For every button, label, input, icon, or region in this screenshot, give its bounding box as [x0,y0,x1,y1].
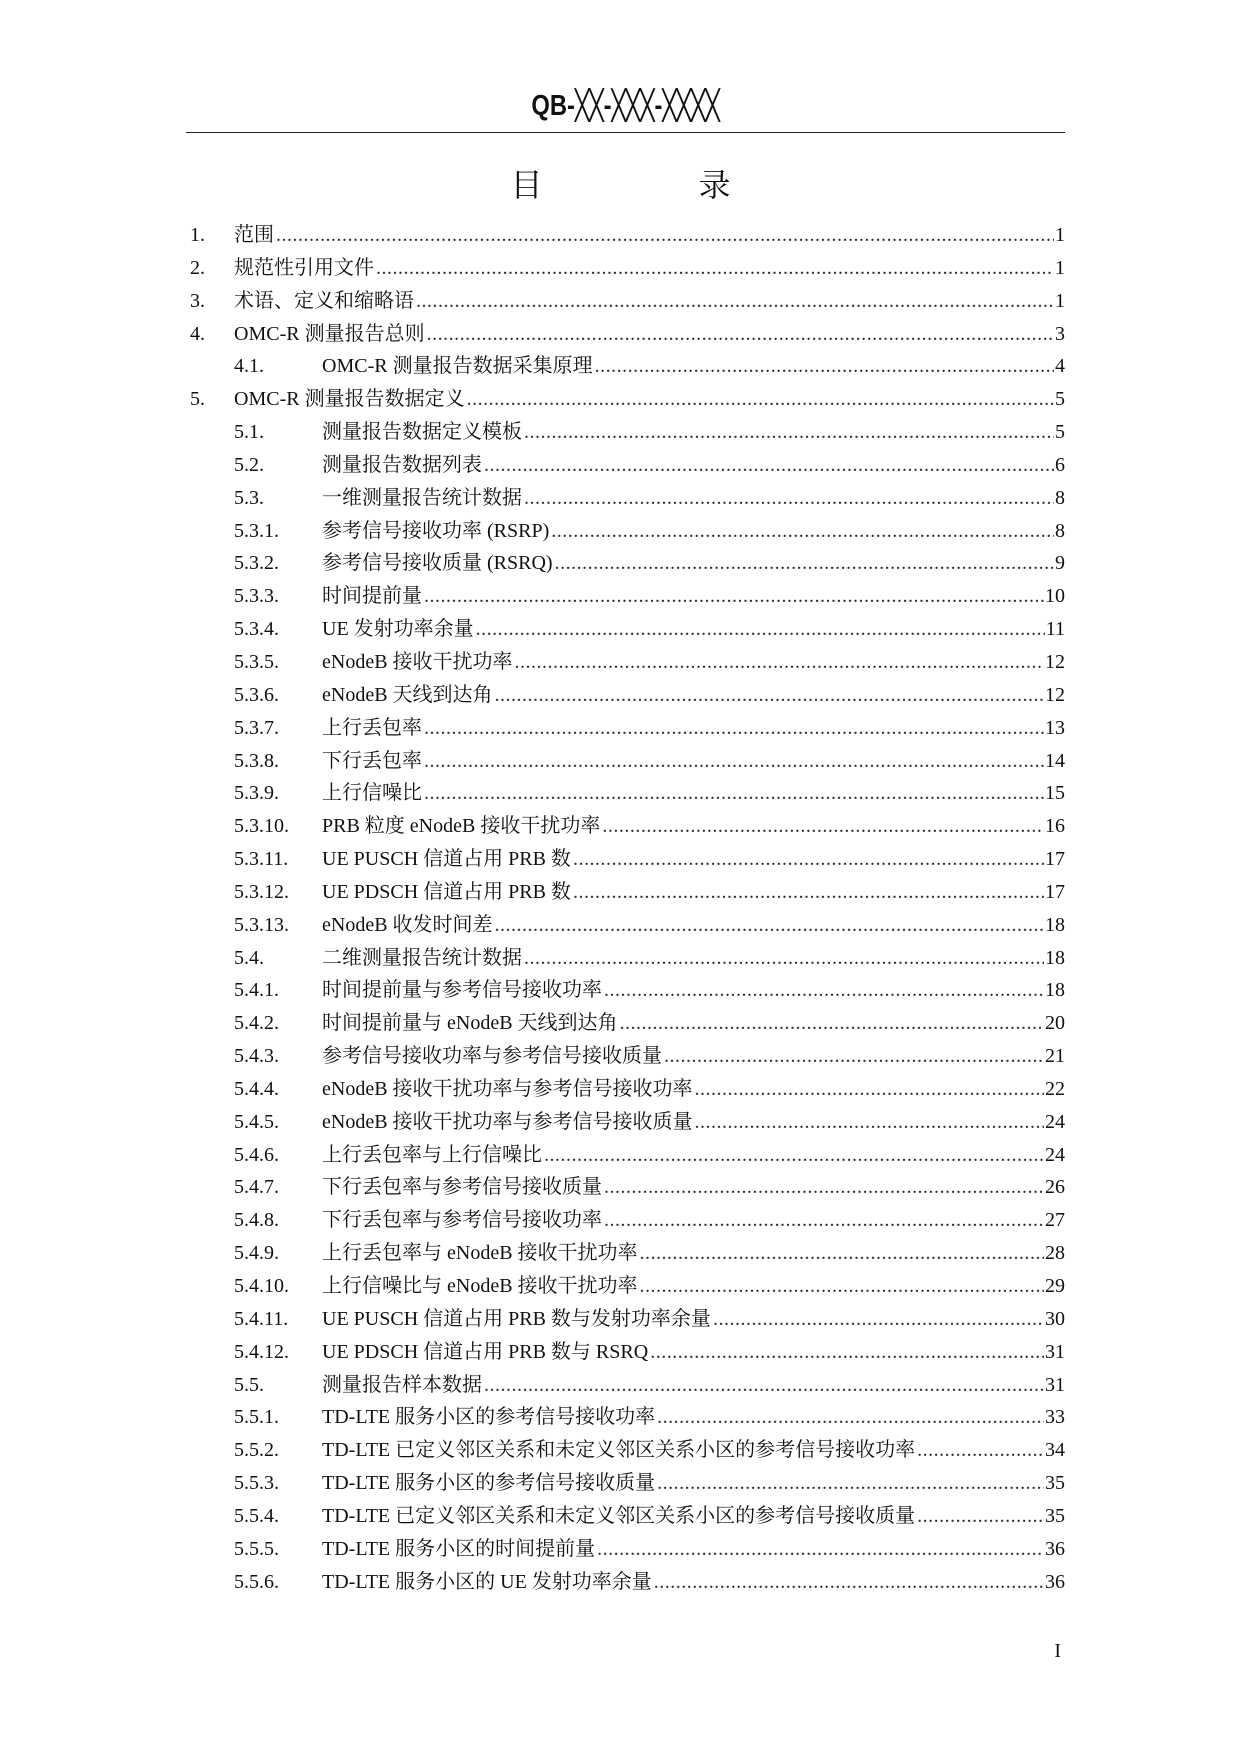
toc-entry-page: 24 [1045,1143,1065,1166]
toc-entry-page: 14 [1045,749,1065,772]
toc-entry-title: TD-LTE 服务小区的时间提前量 [322,1537,596,1560]
document-code: QB-╳╳-╳╳╳-╳╳╳╳ [531,90,720,122]
toc-entry-page: 27 [1045,1209,1065,1232]
toc-entry-title: 范围 [234,224,274,246]
toc-entry-page: 15 [1045,782,1065,805]
toc-entry-title: UE PUSCH 信道占用 PRB 数与发射功率余量 [322,1307,711,1330]
toc-entry-page: 8 [1055,486,1065,509]
toc-entry-title: eNodeB 接收干扰功率与参考信号接收功率 [322,1077,693,1100]
toc-entry[interactable] [186,1073,1065,1106]
toc-entry-title: eNodeB 天线到达角 [322,683,493,706]
toc-dot-leader [604,1204,1044,1237]
toc-entry-number: 5.2. [234,453,264,476]
toc-entry-title: TD-LTE 已定义邻区关系和未定义邻区关系小区的参考信号接收质量 [322,1504,916,1527]
toc-entry-number: 5.5.2. [234,1439,279,1462]
toc-entry[interactable] [186,679,1065,712]
toc-entry-number: 5.3.5. [234,650,279,673]
toc-entry-title: TD-LTE 服务小区的参考信号接收质量 [322,1472,656,1495]
toc-dot-leader [604,1171,1044,1204]
toc-entry-title: OMC-R 测量报告数据采集原理 [322,355,593,378]
toc-entry-number: 5.3.9. [234,782,279,805]
toc-dot-leader [424,712,1044,745]
toc-dot-leader [640,1237,1044,1270]
toc-entry-page: 13 [1045,716,1065,739]
toc-entry[interactable] [186,350,1065,383]
toc-entry-number: 5.4. [234,946,264,969]
toc-entry[interactable] [186,252,1065,285]
toc-entry-page: 10 [1045,585,1065,608]
toc-entry-title: eNodeB 收发时间差 [322,913,493,936]
toc-dot-leader [515,646,1044,679]
toc-dot-leader [713,1303,1044,1336]
toc-entry-title: 测量报告样本数据 [322,1373,482,1396]
toc-entry-title: UE PDSCH 信道占用 PRB 数 [322,880,571,903]
toc-entry-title: UE PUSCH 信道占用 PRB 数 [322,848,571,871]
toc-dot-leader [640,1270,1044,1303]
toc-entry-number: 5.3.7. [234,716,279,739]
toc-dot-leader [424,745,1044,778]
toc-entry[interactable] [186,1401,1065,1434]
toc-entry-page: 36 [1045,1570,1065,1593]
toc-entry-number: 5.5.5. [234,1537,279,1560]
toc-entry[interactable] [186,318,1065,351]
table-of-contents [186,219,1065,1598]
toc-entry-page: 36 [1045,1537,1065,1560]
toc-entry-page: 12 [1045,650,1065,673]
toc-entry-title: 上行信噪比与 eNodeB 接收干扰功率 [322,1275,638,1297]
toc-dot-leader [495,909,1044,942]
toc-dot-leader [424,580,1044,613]
toc-entry-number: 5.3.4. [234,618,279,641]
toc-entry-page: 35 [1045,1472,1065,1495]
toc-entry[interactable] [186,646,1065,679]
toc-entry[interactable] [186,876,1065,909]
toc-entry-number: 5.4.8. [234,1209,279,1232]
toc-entry-title: 时间提前量 [322,585,422,608]
toc-dot-leader [544,1139,1044,1172]
toc-entry-page: 28 [1045,1242,1065,1265]
toc-entry[interactable] [186,515,1065,548]
toc-entry-title: 二维测量报告统计数据 [322,946,522,969]
toc-entry[interactable] [186,1500,1065,1533]
toc-title: 目 录 [510,166,793,204]
toc-entry-page: 35 [1045,1504,1065,1527]
toc-entry[interactable] [186,777,1065,810]
toc-dot-leader [524,416,1054,449]
toc-dot-leader [650,1336,1044,1369]
toc-entry-number: 5.4.1. [234,979,279,1002]
toc-entry-title: TD-LTE 服务小区的参考信号接收功率 [322,1406,656,1429]
toc-entry-number: 5.3.12. [234,880,289,903]
toc-entry-number: 5.5.1. [234,1406,279,1429]
toc-dot-leader [427,318,1054,351]
toc-dot-leader [424,777,1044,810]
toc-entry-page: 1 [1055,289,1065,312]
toc-entry[interactable] [186,285,1065,318]
toc-entry-title: 一维测量报告统计数据 [322,486,522,509]
toc-entry-number: 2. [190,256,205,279]
toc-entry-title: 时间提前量与参考信号接收功率 [322,979,602,1002]
toc-entry-page: 4 [1055,355,1065,378]
toc-entry-number: 5.3.13. [234,913,289,936]
toc-entry-number: 5.4.5. [234,1110,279,1133]
toc-entry-title: OMC-R 测量报告数据定义 [234,388,465,411]
toc-entry[interactable] [186,449,1065,482]
toc-entry[interactable] [186,1040,1065,1073]
toc-entry-page: 33 [1045,1406,1065,1429]
toc-dot-leader [573,876,1044,909]
toc-dot-leader [376,252,1054,285]
toc-dot-leader [695,1073,1044,1106]
toc-dot-leader [416,285,1054,318]
toc-entry-page: 1 [1055,256,1065,279]
toc-entry-page: 20 [1045,1012,1065,1035]
toc-entry-number: 5.3.6. [234,683,279,706]
toc-entry[interactable] [186,712,1065,745]
toc-entry-title: eNodeB 接收干扰功率 [322,650,513,673]
toc-entry[interactable] [186,974,1065,1007]
toc-entry-number: 5.5.6. [234,1570,279,1593]
toc-dot-leader [602,810,1044,843]
toc-entry-number: 5.4.9. [234,1242,279,1265]
toc-entry-title: 时间提前量与 eNodeB 天线到达角 [322,1012,618,1035]
toc-entry[interactable] [186,1336,1065,1369]
toc-entry-number: 5.4.4. [234,1077,279,1100]
toc-entry-page: 18 [1045,946,1065,969]
toc-dot-leader [657,1401,1044,1434]
toc-entry-title: UE 发射功率余量 [322,618,474,641]
toc-entry-page: 11 [1045,618,1065,641]
toc-entry[interactable] [186,1106,1065,1139]
toc-entry[interactable] [186,1237,1065,1270]
toc-dot-leader [657,1467,1044,1500]
toc-entry[interactable] [186,810,1065,843]
toc-entry-number: 5.3.11. [234,848,289,871]
toc-entry-number: 5.5.3. [234,1472,279,1495]
toc-entry-title: 上行丢包率 [322,716,422,739]
toc-dot-leader [604,974,1044,1007]
toc-entry-title: 下行丢包率 [322,749,422,772]
toc-entry-number: 5.3.3. [234,585,279,608]
toc-entry-page: 17 [1045,848,1065,871]
toc-entry-title: 参考信号接收功率 (RSRP) [322,519,550,542]
toc-dot-leader [555,547,1054,580]
toc-entry-page: 17 [1045,880,1065,903]
toc-dot-leader [524,942,1044,975]
toc-entry-title: 测量报告数据定义模板 [322,421,522,444]
toc-entry-number: 5. [190,388,205,411]
toc-entry-number: 5.4.11. [234,1307,289,1330]
toc-entry-number: 5.5.4. [234,1504,279,1527]
toc-entry-page: 26 [1045,1176,1065,1199]
toc-entry[interactable] [186,1303,1065,1336]
toc-entry-number: 5.4.10. [234,1275,289,1297]
toc-entry-page: 31 [1045,1373,1065,1396]
toc-dot-leader [484,1369,1044,1402]
toc-entry-number: 5.4.12. [234,1340,289,1363]
toc-entry-page: 12 [1045,683,1065,706]
toc-entry-page: 31 [1045,1340,1065,1363]
toc-dot-leader [654,1566,1044,1599]
toc-entry[interactable] [186,1007,1065,1040]
toc-entry-number: 4. [190,322,205,345]
toc-entry-page: 22 [1045,1077,1065,1100]
toc-entry-page: 24 [1045,1110,1065,1133]
toc-dot-leader [620,1007,1044,1040]
toc-entry[interactable] [186,942,1065,975]
toc-entry-number: 5.3.10. [234,815,289,838]
toc-entry[interactable] [186,383,1065,416]
toc-entry[interactable] [186,1204,1065,1237]
toc-entry-number: 5.3. [234,486,264,509]
toc-entry-title: 下行丢包率与参考信号接收质量 [322,1176,602,1199]
toc-entry-title: 参考信号接收功率与参考信号接收质量 [322,1045,662,1068]
toc-entry-page: 18 [1045,913,1065,936]
toc-entry[interactable] [186,1369,1065,1402]
toc-entry[interactable] [186,1533,1065,1566]
toc-dot-leader [495,679,1044,712]
toc-entry-title: UE PDSCH 信道占用 PRB 数与 RSRQ [322,1340,649,1363]
toc-entry-page: 16 [1045,815,1065,838]
toc-dot-leader [551,515,1054,548]
toc-entry-number: 4.1. [234,355,264,378]
toc-entry-page: 8 [1055,519,1065,542]
toc-entry[interactable] [186,909,1065,942]
toc-entry-page: 3 [1055,322,1065,345]
toc-entry-number: 5.5. [234,1373,264,1396]
toc-dot-leader [664,1040,1044,1073]
toc-entry-page: 5 [1055,388,1065,411]
toc-entry-page: 21 [1045,1045,1065,1068]
toc-dot-leader [917,1434,1044,1467]
toc-entry-title: 上行信噪比 [322,782,422,805]
toc-dot-leader [476,613,1045,646]
toc-entry[interactable] [186,613,1065,646]
toc-entry[interactable] [186,745,1065,778]
toc-entry-title: 下行丢包率与参考信号接收功率 [322,1209,602,1232]
toc-dot-leader [597,1533,1044,1566]
toc-entry[interactable] [186,580,1065,613]
toc-entry-title: TD-LTE 已定义邻区关系和未定义邻区关系小区的参考信号接收功率 [322,1439,916,1462]
toc-entry-title: eNodeB 接收干扰功率与参考信号接收质量 [322,1110,693,1133]
toc-entry-page: 29 [1045,1275,1065,1297]
toc-entry-number: 5.1. [234,421,264,444]
toc-entry-title: OMC-R 测量报告总则 [234,322,425,345]
toc-entry-number: 5.4.3. [234,1045,279,1068]
toc-entry-number: 5.3.1. [234,519,279,542]
toc-entry-title: 参考信号接收质量 (RSRQ) [322,552,553,575]
toc-entry-title: 测量报告数据列表 [322,453,482,476]
toc-entry[interactable] [186,416,1065,449]
toc-entry-number: 5.4.6. [234,1143,279,1166]
toc-entry-title: 规范性引用文件 [234,256,374,279]
toc-entry-title: 上行丢包率与上行信噪比 [322,1143,542,1166]
toc-entry[interactable] [186,219,1065,252]
toc-entry-title: PRB 粒度 eNodeB 接收干扰功率 [322,815,601,838]
toc-entry-number: 5.4.7. [234,1176,279,1199]
toc-entry-title: TD-LTE 服务小区的 UE 发射功率余量 [322,1570,652,1593]
toc-entry[interactable] [186,1434,1065,1467]
toc-entry-page: 30 [1045,1307,1065,1330]
toc-dot-leader [695,1106,1044,1139]
toc-dot-leader [595,350,1054,383]
toc-dot-leader [276,219,1054,252]
toc-entry[interactable] [186,1139,1065,1172]
document-header [186,86,1065,133]
page-number: I [1054,1640,1061,1662]
toc-entry[interactable] [186,1467,1065,1500]
toc-dot-leader [573,843,1044,876]
toc-entry-number: 5.3.2. [234,552,279,575]
toc-entry[interactable] [186,1566,1065,1599]
toc-entry-title: 上行丢包率与 eNodeB 接收干扰功率 [322,1242,638,1265]
toc-entry-number: 5.3.8. [234,749,279,772]
toc-entry-number: 3. [190,289,205,312]
toc-entry[interactable] [186,843,1065,876]
toc-dot-leader [524,482,1054,515]
toc-entry-number: 1. [190,224,205,246]
toc-dot-leader [917,1500,1044,1533]
toc-entry-page: 9 [1055,552,1065,575]
toc-dot-leader [467,383,1054,416]
toc-entry-page: 18 [1045,979,1065,1002]
toc-entry-page: 34 [1045,1439,1065,1462]
toc-entry[interactable] [186,547,1065,580]
toc-entry-page: 1 [1055,224,1065,246]
toc-entry-title: 术语、定义和缩略语 [234,289,414,312]
toc-dot-leader [484,449,1054,482]
toc-entry[interactable] [186,482,1065,515]
toc-entry-number: 5.4.2. [234,1012,279,1035]
toc-entry-page: 5 [1055,421,1065,444]
toc-entry[interactable] [186,1171,1065,1204]
toc-entry-page: 6 [1055,453,1065,476]
toc-entry[interactable] [186,1270,1065,1303]
